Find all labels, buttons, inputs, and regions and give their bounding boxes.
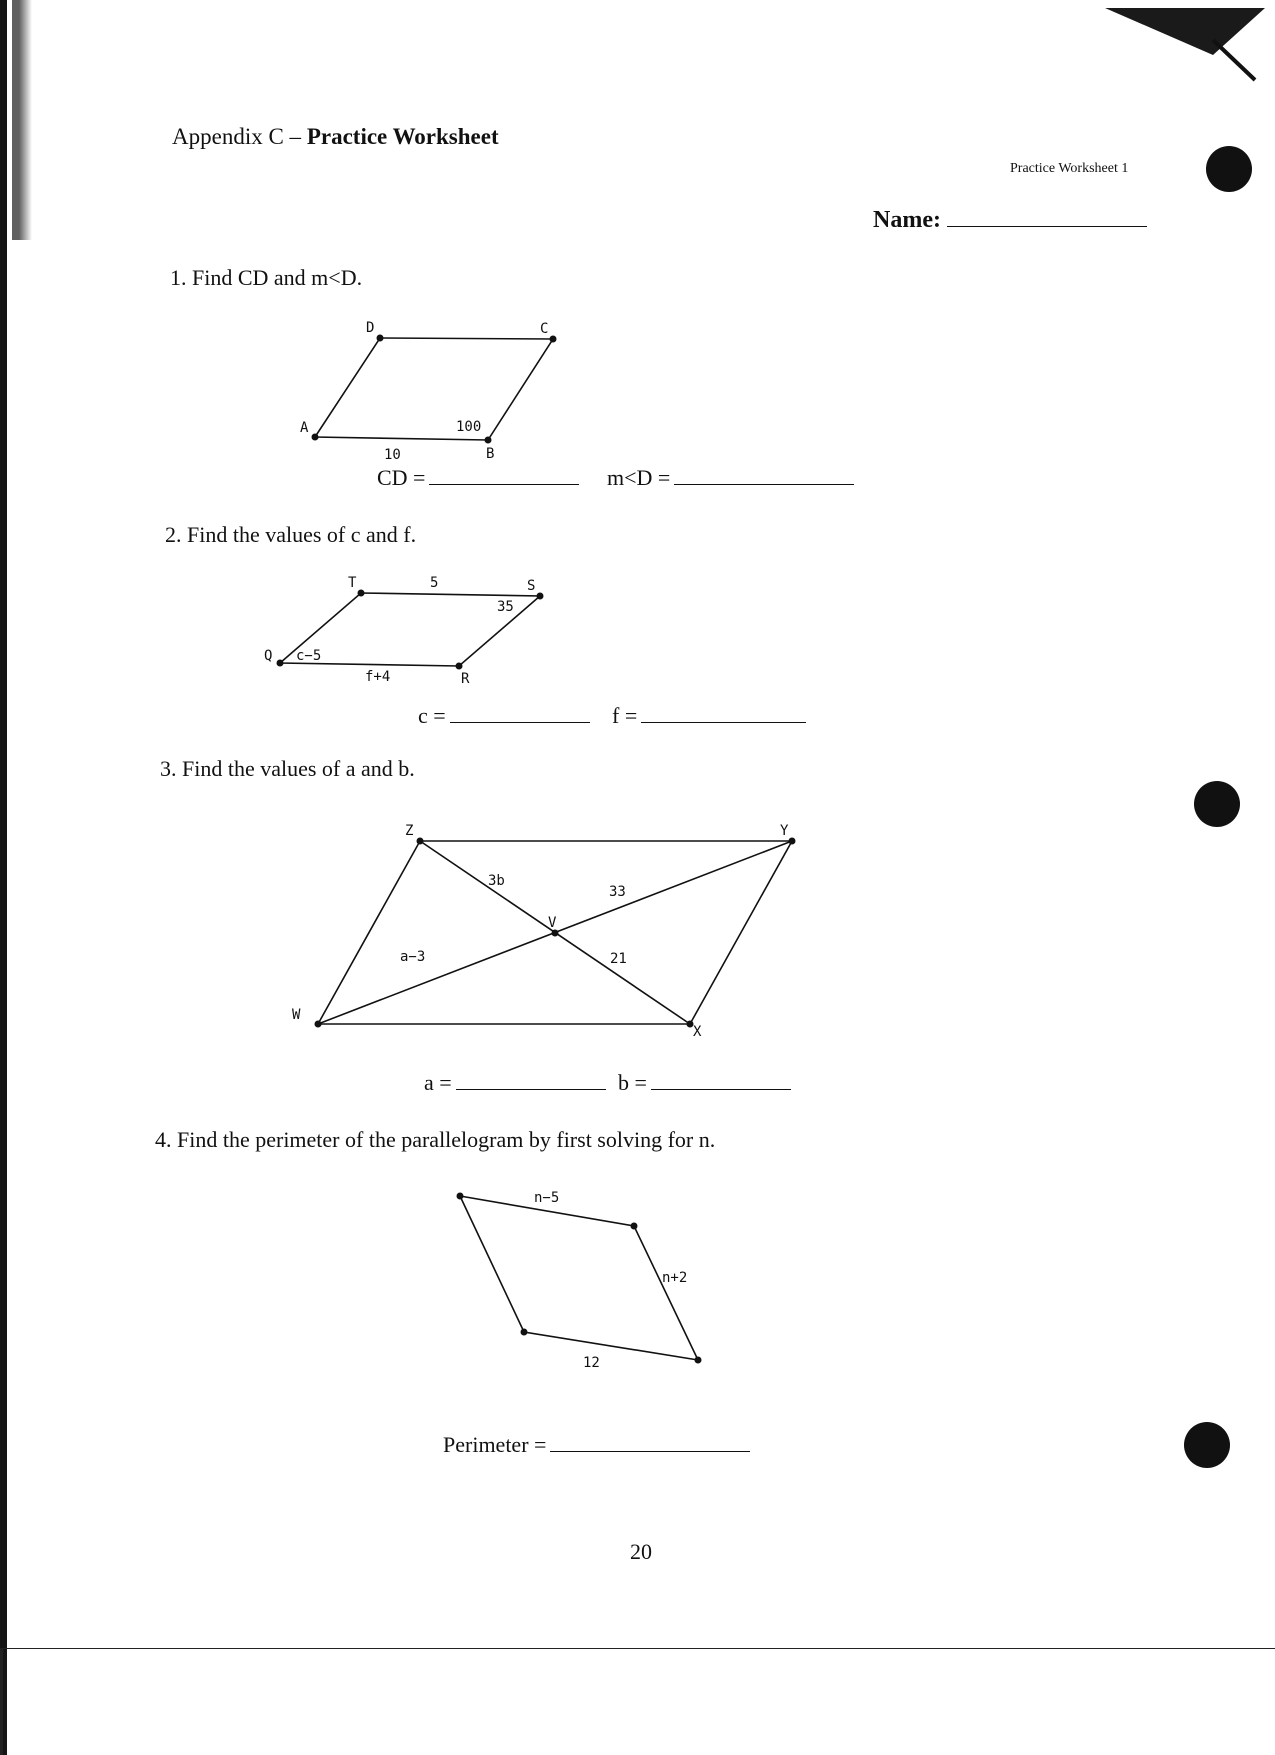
worksheet-title: Practice Worksheet [306, 124, 499, 149]
side-qr-label: f+4 [365, 669, 391, 685]
md-label: m<D = [607, 465, 671, 490]
c-blank[interactable] [450, 704, 590, 723]
parallelogram-abcd-shape [315, 338, 553, 440]
question-2-prompt: 2. Find the values of c and f. [165, 522, 417, 547]
vertex-a-label: A [300, 420, 309, 436]
scan-shadow [12, 0, 32, 240]
vertex-z-label: Z [405, 823, 414, 839]
vertex-s-label: S [527, 578, 536, 594]
md-answer [607, 465, 854, 491]
perimeter-answer [443, 1432, 750, 1458]
cd-blank[interactable] [429, 466, 579, 485]
vertex-point [631, 1223, 638, 1230]
vertex-r-label: R [461, 671, 470, 687]
b-answer [618, 1070, 791, 1096]
vertex-point [537, 593, 544, 600]
vertex-b-label: B [486, 446, 495, 462]
vertex-point [358, 590, 365, 597]
scan-bottom-edge [0, 1648, 1275, 1649]
a-blank[interactable] [456, 1071, 606, 1090]
angle-q-label: c−5 [296, 648, 322, 664]
side-ts-label: 5 [430, 575, 439, 591]
question-4-prompt: 4. Find the perimeter of the parallelogram by first solving for n. [155, 1127, 716, 1152]
vertex-x-label: X [693, 1024, 702, 1040]
scan-corner-smudge [1105, 0, 1275, 90]
binder-hole-icon [1194, 781, 1240, 827]
vertex-point [315, 1021, 322, 1028]
side-bottom-label: 12 [583, 1355, 600, 1371]
question-1-prompt: 1. Find CD and m<D. [170, 265, 363, 290]
page-number: 20 [630, 1539, 652, 1564]
binder-hole-icon [1206, 146, 1252, 192]
vertex-d-label: D [366, 320, 375, 336]
a-answer [424, 1070, 606, 1096]
vertex-point [457, 1193, 464, 1200]
appendix-title [172, 124, 499, 150]
vertex-point [417, 838, 424, 845]
side-top-label: n−5 [534, 1190, 560, 1206]
cd-label: CD = [377, 465, 426, 490]
angle-s-label: 35 [497, 599, 514, 615]
segment-vy-label: 33 [609, 884, 626, 900]
b-label: b = [618, 1070, 647, 1095]
name-blank[interactable] [947, 206, 1147, 227]
f-blank[interactable] [641, 704, 806, 723]
vertex-y-label: Y [780, 823, 789, 839]
vertex-w-label: W [292, 1007, 301, 1023]
parallelogram-wxyz [280, 815, 820, 1040]
vertex-point [550, 336, 557, 343]
vertex-point [485, 437, 492, 444]
c-answer [418, 703, 590, 729]
diagram-line [1105, 8, 1265, 55]
b-blank[interactable] [651, 1071, 791, 1090]
side-ab-label: 10 [384, 447, 401, 463]
vertex-point [456, 663, 463, 670]
name-field [873, 206, 1147, 234]
scan-left-edge [0, 0, 7, 1755]
vertex-point [521, 1329, 528, 1336]
angle-b-label: 100 [456, 419, 482, 435]
vertex-point [377, 335, 384, 342]
segment-wv-label: a−3 [400, 949, 426, 965]
md-blank[interactable] [674, 466, 854, 485]
segment-zv-label: 3b [488, 873, 505, 889]
vertex-point [312, 434, 319, 441]
appendix-prefix: Appendix C – [172, 124, 307, 149]
vertex-q-label: Q [264, 648, 273, 664]
side-right-label: n+2 [662, 1270, 688, 1286]
perimeter-blank[interactable] [550, 1433, 750, 1452]
vertex-point [695, 1357, 702, 1364]
vertex-c-label: C [540, 321, 549, 337]
f-label: f = [612, 703, 638, 728]
worksheet-label: Practice Worksheet 1 [1010, 161, 1129, 176]
center-v-label: V [548, 915, 557, 931]
binder-hole-icon [1184, 1422, 1230, 1468]
vertex-point [789, 838, 796, 845]
diagram-line [1213, 40, 1255, 80]
vertex-t-label: T [348, 575, 357, 591]
f-answer [612, 703, 806, 729]
segment-vx-label: 21 [610, 951, 627, 967]
name-label: Name: [873, 207, 941, 233]
parallelogram-qrst [260, 570, 560, 690]
parallelogram-abcd [280, 310, 580, 470]
c-label: c = [418, 703, 446, 728]
parallelogram-perimeter [440, 1180, 720, 1380]
vertex-point [277, 660, 284, 667]
question-3-prompt: 3. Find the values of a and b. [160, 756, 415, 781]
perimeter-label: Perimeter = [443, 1432, 547, 1457]
a-label: a = [424, 1070, 452, 1095]
cd-answer [377, 465, 579, 491]
scan-corner-edge [0, 1648, 3, 1755]
